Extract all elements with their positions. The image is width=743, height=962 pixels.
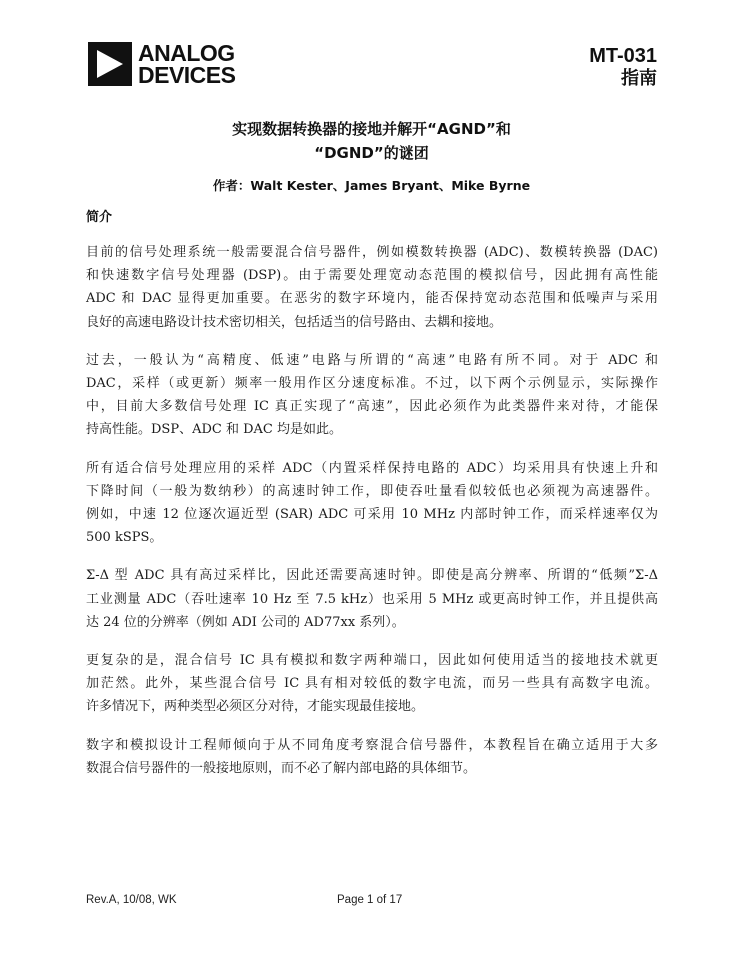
text-line: 下降时间（一般为数纳秒）的高速时钟工作，即使吞吐量看似较低也必须视为高速器件。 <box>86 483 658 499</box>
paragraph-6 <box>86 734 658 780</box>
section-heading: 简介 <box>86 210 113 225</box>
paragraph-1 <box>86 241 658 334</box>
text-line: 许多情况下，两种类型必须区分对待，才能实现最佳接地。 <box>86 699 425 715</box>
paragraph-3 <box>86 457 658 550</box>
title-line-1: 实现数据转换器的接地并解开“AGND”和 <box>232 120 511 138</box>
text-line: 工业测量 ADC（吞吐速率 10 Hz 至 7.5 kHz）也采用 5 MHz 或更高时钟工作，并且提供高 <box>86 591 658 607</box>
text-line: 良好的高速电路设计技术密切相关，包括适当的信号路由、去耦和接地。 <box>86 314 503 330</box>
body-text <box>86 241 658 795</box>
text-line: 例如，中速 12 位逐次逼近型 (SAR) ADC 可采用 10 MHz 内部时钟工作，而采样速率仅为 <box>86 507 658 523</box>
text-line: 达 24 位的分辨率（例如 ADI 公司的 AD77xx 系列）。 <box>86 614 405 630</box>
document-id: MT-031 <box>589 45 657 67</box>
text-line: 数混合信号器件的一般接地原则，而不必了解内部电路的具体细节。 <box>86 760 477 776</box>
logo-wordmark <box>138 42 235 86</box>
text-line: 更复杂的是，混合信号 IC 具有模拟和数字两种端口，因此如何使用适当的接地技术就更 <box>86 653 658 669</box>
text-line: 所有适合信号处理应用的采样 ADC（内置采样保持电路的 ADC）均采用具有快速上升和 <box>86 460 658 476</box>
text-line: ADC 和 DAC 显得更加重要。在恶劣的数字环境内，能否保持宽动态范围和低噪声与采用 <box>86 291 658 307</box>
text-line: 中，目前大多数信号处理 IC 真正实现了“高速”，因此必须作为此类器件来对待，才能保 <box>86 399 658 415</box>
text-line: 过去，一般认为“高精度、低速”电路与所谓的“高速”电路有所不同。对于 ADC 和 <box>86 352 658 368</box>
document-type: 指南 <box>621 68 657 89</box>
text-line: DAC，采样（或更新）频率一般用作区分速度标准。不过，以下两个示例显示，实际操作 <box>86 376 658 392</box>
text-line: 持高性能。DSP、ADC 和 DAC 均是如此。 <box>86 422 342 438</box>
footer-page-number: Page 1 of 17 <box>337 894 403 906</box>
logo-line-2: DEVICES <box>138 62 236 88</box>
text-line: 加茫然。此外，某些混合信号 IC 具有相对较低的数字电流，而另一些具有高数字电流。 <box>86 676 658 692</box>
text-line: 500 kSPS。 <box>86 530 163 546</box>
logo-line-1: ANALOG <box>138 40 235 66</box>
paragraph-2 <box>86 349 658 442</box>
logo-triangle-icon <box>88 42 132 86</box>
analog-devices-logo <box>88 42 248 88</box>
text-line: 目前的信号处理系统一般需要混合信号器件，例如模数转换器 (ADC)、数模转换器 (DAC) <box>86 245 658 260</box>
text-line: Σ-Δ 型 ADC 具有高过采样比，因此还需要高速时钟。即使是高分辨率、所谓的“低频”Σ-Δ <box>86 568 658 584</box>
text-line: 数字和模拟设计工程师倾向于从不同角度考察混合信号器件，本教程旨在确立适用于大多 <box>86 737 658 753</box>
footer-revision: Rev.A, 10/08, WK <box>86 894 177 906</box>
paragraph-5 <box>86 649 658 719</box>
text-line: 和快速数字信号处理器 (DSP)。由于需要处理宽动态范围的模拟信号，因此拥有高性能 <box>86 268 658 284</box>
paragraph-4 <box>86 564 658 634</box>
authors: 作者：Walt Kester、James Bryant、Mike Byrne <box>212 178 531 193</box>
title-line-2: “DGND”的谜团 <box>314 144 429 162</box>
